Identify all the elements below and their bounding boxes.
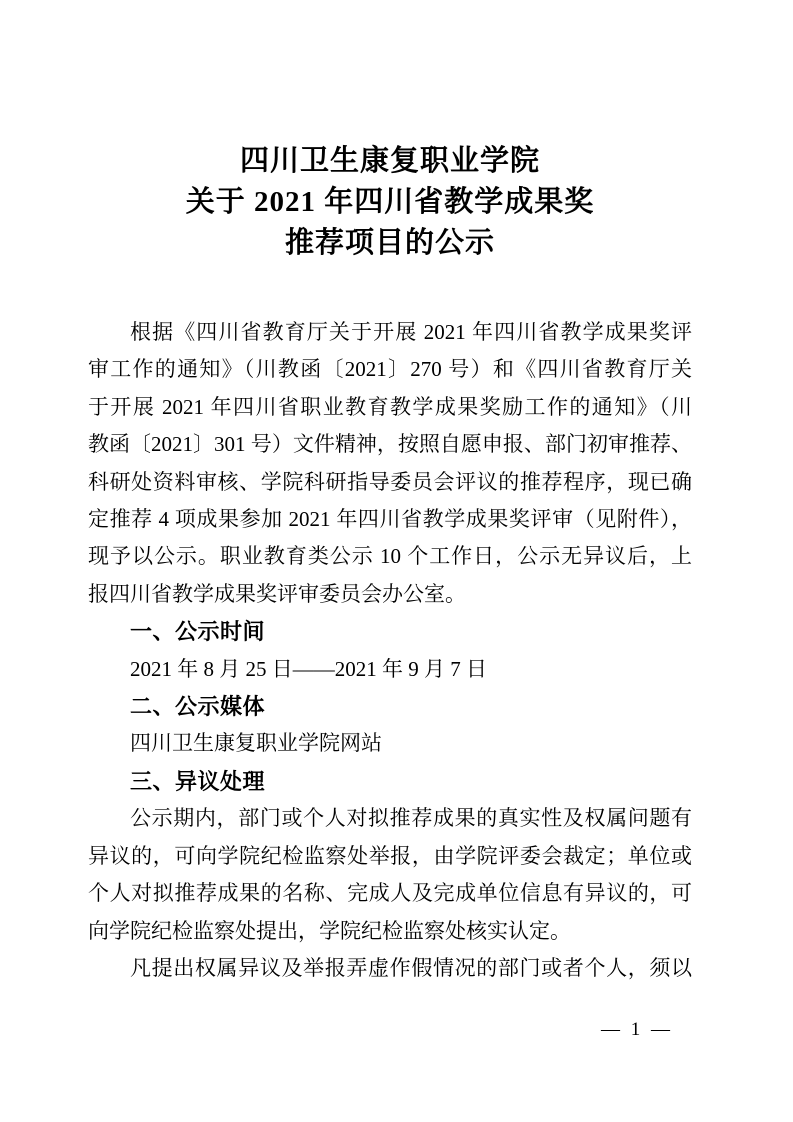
text-line: 于开展 2021 年四川省职业教育教学成果奖励工作的通知》（川: [88, 394, 692, 419]
text-line: 定推荐 4 项成果参加 2021 年四川省教学成果奖评审（见附件），: [88, 507, 692, 532]
text-line: 现予以公示。职业教育类公示 10 个工作日，公示无异议后，上: [88, 544, 692, 569]
text-line: 科研处资料审核、学院科研指导委员会评议的推荐程序，现已确: [88, 469, 692, 494]
text-line: 教函〔2021〕301 号）文件精神，按照自愿申报、部门初审推荐、: [88, 432, 692, 457]
document-title-line-2: 关于 2021 年四川省教学成果奖: [185, 186, 595, 218]
text-line: 2021 年 8 月 25 日——2021 年 9 月 7 日: [130, 656, 487, 681]
text-line: 公示期内，部门或个人对拟推荐成果的真实性及权属问题有: [130, 806, 692, 831]
text-line: 根据《四川省教育厅关于开展 2021 年四川省教学成果奖评: [130, 320, 692, 344]
section-heading: 三、异议处理: [130, 768, 266, 794]
text-line: 异议的，可向学院纪检监察处举报，由学院评委会裁定；单位或: [88, 843, 692, 868]
text-line: 向学院纪检监察处提出，学院纪检监察处核实认定。: [88, 918, 571, 943]
document-title-line-1: 四川卫生康复职业学院: [239, 145, 540, 177]
section-heading: 一、公示时间: [130, 619, 266, 645]
document-title: [88, 141, 692, 264]
text-line: 报四川省教学成果奖评审委员会办公室。: [88, 581, 466, 606]
text-line: 四川卫生康复职业学院网站: [130, 731, 382, 756]
text-line: 凡提出权属异议及举报弄虚作假情况的部门或者个人，须以: [130, 955, 692, 980]
page-number: — 1 —: [601, 1019, 673, 1040]
text-line: 个人对拟推荐成果的名称、完成人及完成单位信息有异议的，可: [88, 881, 692, 906]
text-line: 审工作的通知》（川教函〔2021〕270 号）和《四川省教育厅关: [88, 357, 692, 382]
section-heading: 二、公示媒体: [130, 694, 266, 720]
document-title-line-3: 推荐项目的公示: [284, 227, 495, 259]
document-body: [88, 314, 692, 987]
